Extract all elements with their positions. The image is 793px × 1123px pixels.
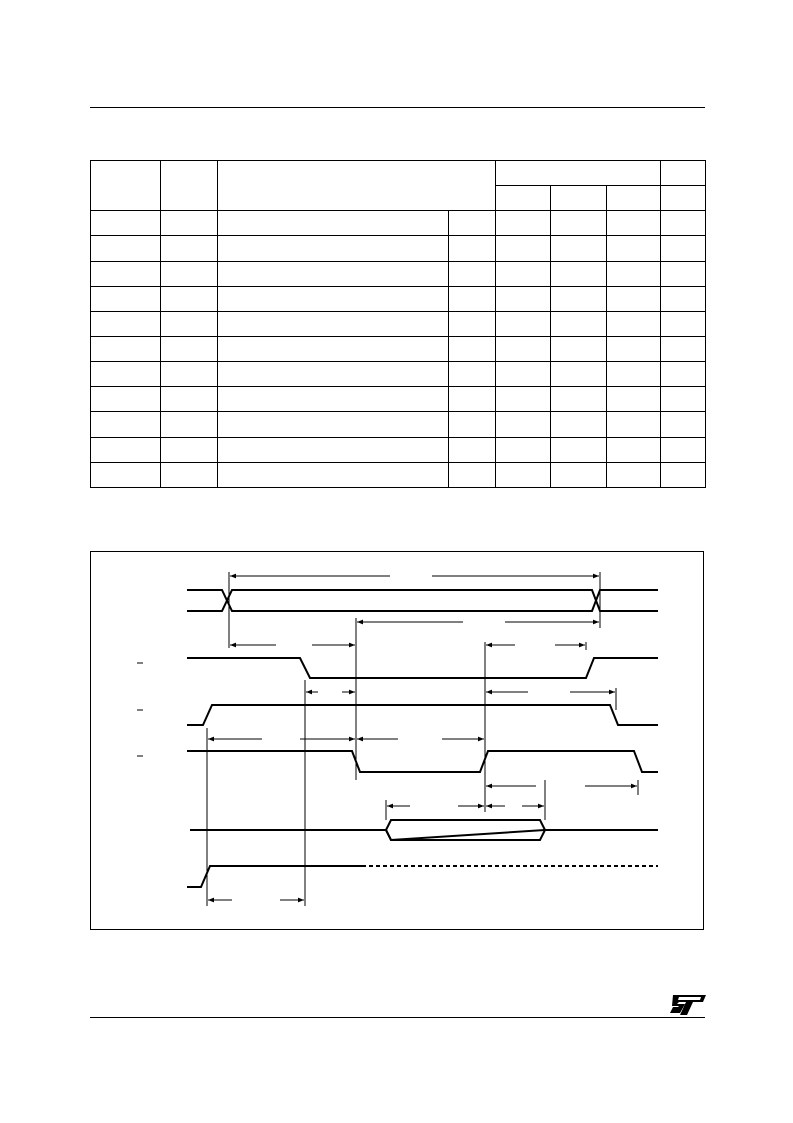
signal-5-waveform [187,866,658,887]
timing-dimension-arrows [208,576,637,900]
address-bus-waveform [187,590,658,611]
signal-overbar-marks [137,663,143,756]
signal-3-waveform [187,751,658,772]
st-logo-icon [670,993,706,1015]
data-bus-waveform [190,820,658,840]
signal-1-waveform [187,658,658,678]
footer-rule [90,1017,705,1018]
signal-2-waveform [187,705,658,725]
